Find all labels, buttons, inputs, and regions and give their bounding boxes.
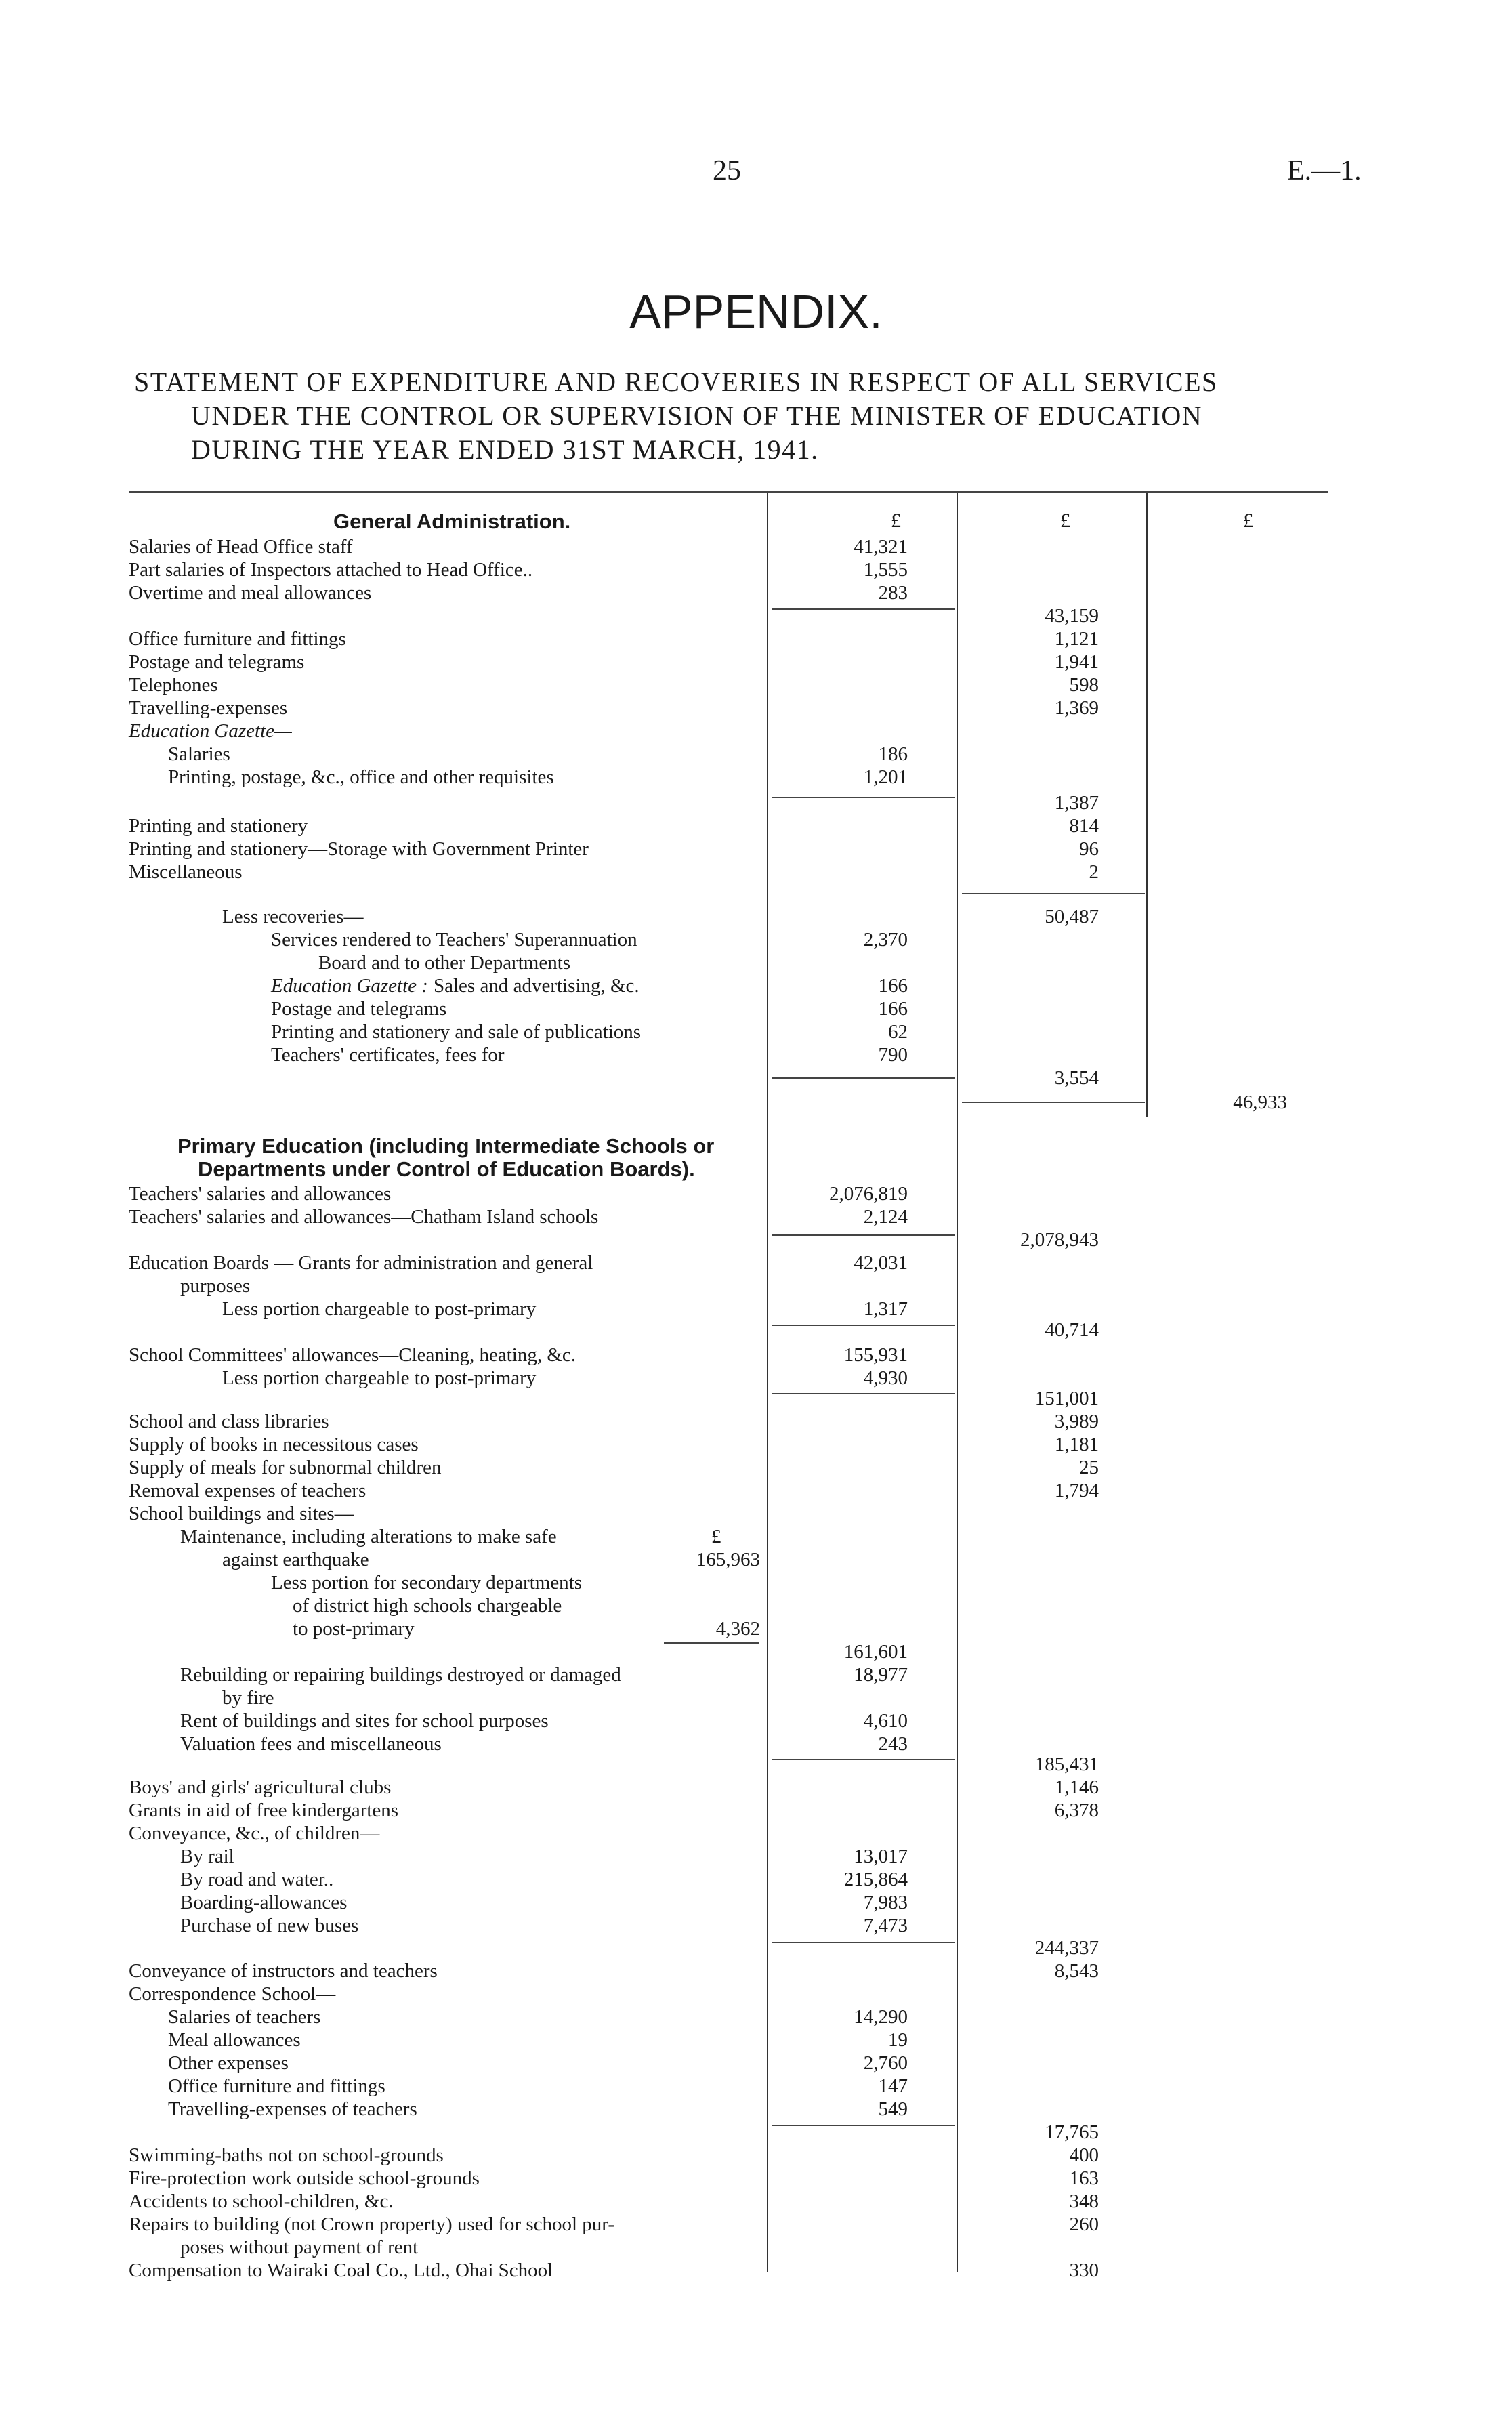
- row-label: Purchase of new buses: [180, 1915, 359, 1936]
- row-amount: 1,121: [1054, 628, 1099, 650]
- row-label-continued: purposes: [180, 1275, 251, 1297]
- row-amount: 4,930: [863, 1367, 908, 1389]
- row-label: Supply of books in necessitous cases: [129, 1434, 419, 1455]
- row-amount: 7,983: [863, 1892, 908, 1913]
- row-amount: 1,794: [1054, 1480, 1099, 1501]
- row-amount: 549: [878, 2098, 908, 2120]
- row-label: By rail: [180, 1846, 234, 1867]
- row-label: Teachers' salaries and allowances—Chatham Island schools: [129, 1206, 599, 1228]
- page-title: APPENDIX.: [629, 285, 883, 338]
- subtotal-rule: [772, 2125, 955, 2126]
- inner-amount: 4,362: [715, 1618, 760, 1640]
- subtotal-amount: 43,159: [1045, 605, 1099, 627]
- subtotal-amount: 244,337: [1034, 1937, 1099, 1959]
- row-label: Valuation fees and miscellaneous: [180, 1733, 442, 1755]
- row-amount: 3,989: [1054, 1411, 1099, 1432]
- net-total: 46,933: [1233, 1091, 1287, 1113]
- row-amount: 243: [878, 1733, 908, 1755]
- row-label: Meal allowances: [168, 2029, 301, 2051]
- row-amount: 2,370: [863, 929, 908, 951]
- row-amount: 2,760: [863, 2052, 908, 2074]
- gazette-heading: Education Gazette—: [129, 720, 292, 742]
- row-label: Compensation to Wairaki Coal Co., Ltd., Ohai School: [129, 2260, 553, 2281]
- subtotal-rule: [772, 1759, 955, 1760]
- row-amount: 2,076,819: [829, 1183, 908, 1205]
- buildings-heading: School buildings and sites—: [129, 1503, 354, 1524]
- row-label: Accidents to school-children, &c.: [129, 2190, 394, 2212]
- statement-line-2: UNDER THE CONTROL OR SUPERVISION OF THE MINISTER OF EDUCATION: [191, 400, 1203, 431]
- row-label: Salaries: [168, 743, 230, 765]
- row-label: Teachers' salaries and allowances: [129, 1183, 392, 1205]
- row-label: Teachers' certificates, fees for: [271, 1044, 505, 1066]
- row-label: School and class libraries: [129, 1411, 329, 1432]
- row-label-continued: of district high schools chargeable: [293, 1595, 562, 1617]
- row-label-italic: Education Gazette :: [271, 975, 428, 997]
- recoveries-total: 3,554: [1054, 1067, 1099, 1089]
- row-label: Boarding-allowances: [180, 1892, 348, 1913]
- row-label-continued: by fire: [222, 1687, 274, 1709]
- row-amount: 6,378: [1054, 1800, 1099, 1821]
- row-amount: 7,473: [863, 1915, 908, 1936]
- page-number: 25: [713, 155, 741, 186]
- row-amount: 155,931: [843, 1344, 908, 1366]
- subtotal-amount: 40,714: [1045, 1319, 1099, 1341]
- row-label-continued: Board and to other Departments: [318, 952, 571, 974]
- row-amount: 18,977: [854, 1664, 908, 1686]
- row-amount: 2: [1089, 861, 1099, 883]
- row-label: Less portion for secondary departments: [271, 1572, 583, 1594]
- row-label-continued: to post-primary: [293, 1618, 415, 1640]
- row-label: Repairs to building (not Crown property) used for school pur-: [129, 2213, 615, 2235]
- row-label: Swimming-baths not on school-grounds: [129, 2144, 444, 2166]
- row-amount: 598: [1069, 674, 1099, 696]
- row-amount: 25: [1079, 1457, 1099, 1478]
- row-amount: 8,543: [1054, 1960, 1099, 1982]
- row-amount: 147: [878, 2075, 908, 2097]
- row-amount: 14,290: [854, 2006, 908, 2028]
- subtotal-amount: 17,765: [1045, 2121, 1099, 2143]
- row-amount: 42,031: [854, 1252, 908, 1274]
- subtotal-amount: 185,431: [1034, 1753, 1099, 1775]
- subtotal-amount: 1,387: [1054, 792, 1099, 814]
- row-label-continued: poses without payment of rent: [180, 2237, 419, 2258]
- row-label: Rent of buildings and sites for school purposes: [180, 1710, 549, 1732]
- section-heading-primary-1: Primary Education (including Intermediate Schools or: [177, 1134, 715, 1158]
- row-amount: 13,017: [854, 1846, 908, 1867]
- column-rule-2: [957, 493, 958, 2272]
- page-reference: E.—1.: [1287, 155, 1362, 186]
- row-label: Removal expenses of teachers: [129, 1480, 366, 1501]
- row-amount: 1,317: [863, 1298, 908, 1320]
- row-label: Office furniture and fittings: [129, 628, 346, 650]
- row-label: Office furniture and fittings: [168, 2075, 385, 2097]
- subtotal-amount: 151,001: [1034, 1388, 1099, 1409]
- row-label: Printing and stationery—Storage with Government Printer: [129, 838, 589, 860]
- inner-amount: 165,963: [696, 1549, 760, 1571]
- row-label: Postage and telegrams: [129, 651, 305, 673]
- row-label: Overtime and meal allowances: [129, 582, 372, 604]
- row-label: Conveyance of instructors and teachers: [129, 1960, 438, 1982]
- recoveries-rule: [772, 1077, 955, 1079]
- subtotal-rule: [772, 608, 955, 610]
- row-amount: 41,321: [854, 536, 908, 558]
- row-amount: 1,181: [1054, 1434, 1099, 1455]
- row-amount: 19: [888, 2029, 908, 2051]
- row-amount: 1,941: [1054, 651, 1099, 673]
- subtotal-rule: [772, 1393, 955, 1394]
- row-label: Other expenses: [168, 2052, 289, 2074]
- row-label: Maintenance, including alterations to make safe: [180, 1526, 557, 1547]
- currency-header-3: £: [1243, 510, 1253, 532]
- conveyance-heading: Conveyance, &c., of children—: [129, 1823, 380, 1844]
- column-rule-3: [1146, 493, 1148, 1117]
- row-label: Fire-protection work outside school-grounds: [129, 2167, 480, 2189]
- row-amount: 186: [878, 743, 908, 765]
- row-label: Telephones: [129, 674, 218, 696]
- row-amount: 62: [888, 1021, 908, 1043]
- row-amount: 1,201: [863, 766, 908, 788]
- inner-currency: £: [711, 1526, 721, 1547]
- row-amount: 166: [878, 975, 908, 997]
- row-label: Rebuilding or repairing buildings destroyed or damaged: [180, 1664, 621, 1686]
- row-label: Sales and advertising, &c.: [434, 975, 639, 997]
- row-label: Printing and stationery and sale of publications: [271, 1021, 642, 1043]
- row-label: Grants in aid of free kindergartens: [129, 1800, 399, 1821]
- section-heading-general-administration: General Administration.: [333, 510, 571, 533]
- row-label: Printing and stationery: [129, 815, 308, 837]
- row-label: Services rendered to Teachers' Superannuation: [271, 929, 637, 951]
- statement-line-3: DURING THE YEAR ENDED 31ST MARCH, 1941.: [191, 434, 819, 465]
- row-label: School Committees' allowances—Cleaning, heating, &c.: [129, 1344, 576, 1366]
- section-heading-primary-2: Departments under Control of Education Boards).: [198, 1157, 695, 1181]
- subtotal-rule: [772, 1325, 955, 1326]
- row-label: Travelling-expenses of teachers: [168, 2098, 417, 2120]
- row-label: Part salaries of Inspectors attached to Head Office..: [129, 559, 533, 581]
- row-label: By road and water..: [180, 1869, 334, 1890]
- row-label: Postage and telegrams: [271, 998, 447, 1020]
- row-amount: 1,146: [1054, 1776, 1099, 1798]
- row-label: Less portion chargeable to post-primary: [222, 1367, 537, 1389]
- row-amount: 161,601: [843, 1641, 908, 1663]
- total-amount: 50,487: [1045, 906, 1099, 928]
- row-amount: 163: [1069, 2167, 1099, 2189]
- statement-line-1: STATEMENT OF EXPENDITURE AND RECOVERIES IN RESPECT OF ALL SERVICES: [134, 367, 1218, 397]
- row-amount: 790: [878, 1044, 908, 1066]
- row-amount: 96: [1079, 838, 1099, 860]
- total-rule: [962, 893, 1145, 894]
- row-label: Salaries of Head Office staff: [129, 536, 353, 558]
- row-amount: 166: [878, 998, 908, 1020]
- row-amount: 400: [1069, 2144, 1099, 2166]
- subtotal-rule: [772, 1942, 955, 1943]
- row-label: Printing, postage, &c., office and other requisites: [168, 766, 554, 788]
- row-label: Miscellaneous: [129, 861, 243, 883]
- currency-header-1: £: [891, 510, 901, 532]
- row-label: Travelling-expenses: [129, 697, 288, 719]
- row-label: Supply of meals for subnormal children: [129, 1457, 442, 1478]
- row-amount: 1,555: [863, 559, 908, 581]
- net-rule: [962, 1102, 1145, 1103]
- row-label: Salaries of teachers: [168, 2006, 321, 2028]
- inner-rule: [664, 1642, 759, 1644]
- row-label: Less portion chargeable to post-primary: [222, 1298, 537, 1320]
- less-recoveries-heading: Less recoveries—: [222, 906, 364, 928]
- row-label: Education Boards — Grants for administration and general: [129, 1252, 593, 1274]
- row-amount: 330: [1069, 2260, 1099, 2281]
- row-amount: 2,124: [863, 1206, 908, 1228]
- row-label-continued: against earthquake: [222, 1549, 369, 1571]
- row-label: Boys' and girls' agricultural clubs: [129, 1776, 392, 1798]
- row-amount: 283: [878, 582, 908, 604]
- row-amount: 1,369: [1054, 697, 1099, 719]
- row-amount: 348: [1069, 2190, 1099, 2212]
- subtotal-rule: [772, 1234, 955, 1236]
- subtotal-amount: 2,078,943: [1020, 1229, 1099, 1251]
- row-amount: 260: [1069, 2213, 1099, 2235]
- table-top-rule: [129, 491, 1328, 493]
- subtotal-rule: [772, 797, 955, 798]
- row-amount: 4,610: [863, 1710, 908, 1732]
- currency-header-2: £: [1060, 510, 1070, 532]
- correspondence-heading: Correspondence School—: [129, 1983, 336, 2005]
- row-amount: 215,864: [843, 1869, 908, 1890]
- row-amount: 814: [1069, 815, 1099, 837]
